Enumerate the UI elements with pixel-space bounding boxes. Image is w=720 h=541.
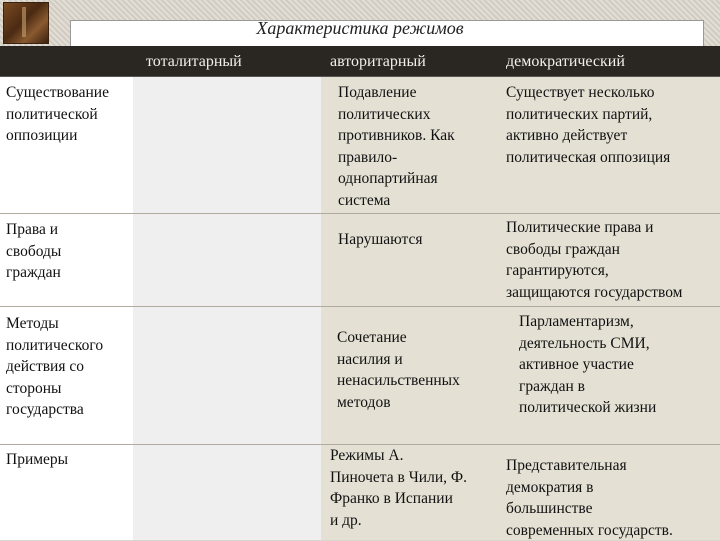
header-totalitarian: тоталитарный: [146, 53, 242, 70]
header-authoritarian: авторитарный: [330, 53, 426, 70]
cell-democratic: Существует несколько политических партий, активно действует политическая оппозиция: [499, 77, 720, 213]
cell-democratic: Парламентаризм, деятельность СМИ, активное участие граждан в политической жизни: [499, 307, 720, 444]
row-label: Методы политического действия со стороны государства: [6, 315, 104, 418]
table-row: [0, 214, 133, 306]
row-label: Существование политической оппозиции: [6, 84, 109, 144]
cell-totalitarian: [133, 214, 321, 306]
cell-totalitarian: [133, 307, 321, 444]
cell-authoritarian: Режимы А. Пиночета в Чили, Ф. Франко в Испании и др.: [321, 445, 499, 540]
cell-authoritarian: Сочетание насилия и ненасильственных методов: [321, 307, 499, 444]
cell-authoritarian: Нарушаются: [321, 214, 499, 306]
row-label: Права и свободы граждан: [6, 221, 62, 281]
cell-authoritarian: Подавление политических противников. Как правило- однопартийная система: [321, 77, 499, 213]
cell-democratic: Политические права и свободы граждан гарантируются, защищаются государством: [499, 214, 720, 306]
table-row: [0, 445, 133, 540]
cell-democratic: Представительная демократия в большинстве современных государств.: [499, 445, 720, 540]
cell-totalitarian: [133, 77, 321, 213]
slide-title: Характеристика режимов: [256, 18, 464, 38]
row-label: Примеры: [6, 451, 69, 468]
table-row: [0, 77, 133, 213]
table-row: [0, 307, 133, 444]
cell-totalitarian: [133, 445, 321, 540]
header-democratic: демократический: [506, 53, 625, 70]
